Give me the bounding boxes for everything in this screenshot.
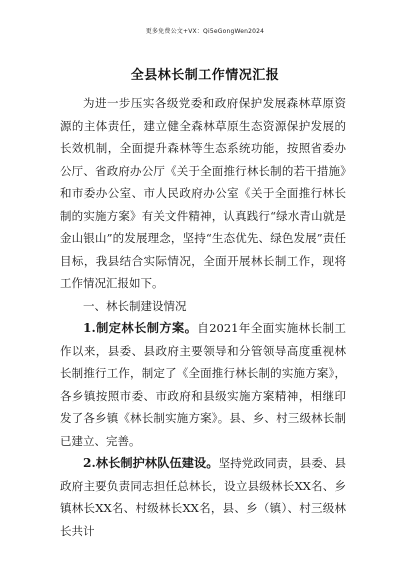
item-2-title: 2.林长制护林队伍建设。 bbox=[83, 456, 219, 470]
item-1-title: 1.制定林长制方案。 bbox=[83, 321, 198, 335]
document-title: 全县林长制工作情况汇报 bbox=[130, 68, 280, 83]
item-paragraph-1 bbox=[60, 317, 346, 452]
intro-paragraph: 为进一步压实各级党委和政府保护发展森林草原资源的主体责任，建立健全森林草原生态资源保护发展的长效机制，全面提升森林等生态系统功能，按照省委办公厅、省政府办公厅《关于全面推行林长制的若干措施》和市委办公室、市人民政府办公室《关于全面推行林长制的实施方案》有关文件精神，认真践行“绿水青山就是金山银山”的发展理念，坚持“生态优先、绿色发展”责任目标，我县结合实际情况，全面开展林长制工作，现将工作情况汇报如下。 bbox=[60, 96, 346, 290]
document-body bbox=[60, 92, 346, 542]
section-heading: 一、林长制建设情况 bbox=[83, 298, 187, 313]
item-paragraph-2 bbox=[60, 452, 346, 542]
item-1-body: 自2021年全面实施林长制工作以来，县委、县政府主要领导和分管领导高度重视林长制推行工作，制定了《全面推行林长制的实施方案》，各乡镇按照市委、市政府和县级实施方案精神，相继印发了各乡镇《林长制实施方案》。县、乡、村三级林长制已建立、完善。 bbox=[60, 321, 346, 448]
header-note: 更多免费公文+VX：Qi5eGongWen2024 bbox=[145, 28, 265, 35]
item-2-body: 坚持党政同责，县委、县政府主要负责同志担任总林长，设立县级林长XX名、乡镇林长XX名、村级林长XX名，县、乡（镇）、村三级林长共计 bbox=[60, 456, 346, 538]
